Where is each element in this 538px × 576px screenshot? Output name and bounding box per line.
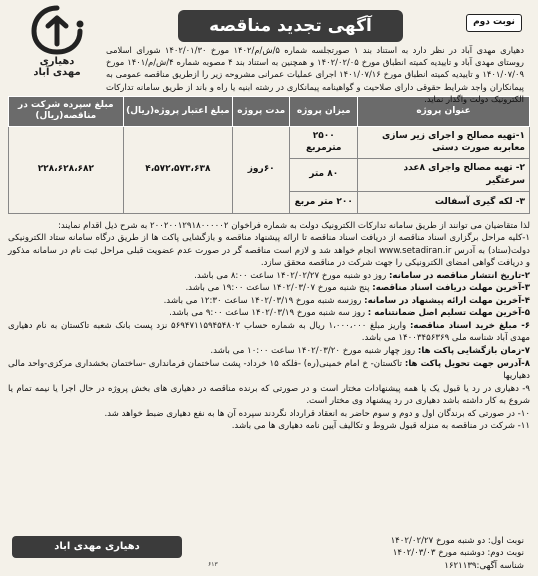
project-credit: ۴،۵۷۲،۵۷۳،۶۳۸ bbox=[123, 126, 232, 213]
item-3-label: ۳-آخرین مهلت دریافت اسناد مناقصه: bbox=[372, 283, 530, 294]
signature-banner: دهیاری مهدی اباد bbox=[12, 536, 182, 558]
item-4 bbox=[8, 295, 530, 308]
project-amount: ۲۰۰ متر مربع bbox=[290, 191, 358, 213]
notice-title: آگهی تجدید مناقصه bbox=[178, 10, 403, 42]
header-project-amount: میزان پروژه bbox=[290, 97, 358, 127]
header-deposit: مبلغ سپرده شرکت در مناقصه(ریال) bbox=[9, 97, 124, 127]
projects-table bbox=[8, 96, 530, 214]
item-7-label: ۷-زمان بازگشایی پاکت ها: bbox=[417, 346, 530, 357]
project-duration: ۶۰روز bbox=[233, 126, 290, 213]
item-2-label: ۲-تاریخ انتشار مناقصه در سامانه: bbox=[388, 270, 530, 281]
item-5 bbox=[8, 307, 530, 320]
item-2 bbox=[8, 270, 530, 283]
project-title: ۳- لکه گیری آسفالت bbox=[358, 191, 530, 213]
issue-tag: نوبت دوم bbox=[466, 14, 522, 32]
logo-text-line2: مهدی آباد bbox=[33, 67, 81, 78]
publish-first: نوبت اول: دو شنبه مورخ ۱۴۰۲/۰۲/۲۷ bbox=[390, 535, 524, 546]
table-row bbox=[9, 126, 530, 159]
intro-paragraph: دهیاری مهدی آباد در نظر دارد به استناد بند ۱ صورتجلسه شماره ۵/ش/م/۱۴۰۲ مورخ ۱۴۰۲/۰۱/۳۰ شورای اسلامی روستای مهدی آباد و تاییدیه کمیته انطباق مورخ ۱۴۰۲/۰۲/۰۵ و همچنین به استناد بند ۴ مصوبه شماره ۴/ش/م/۱۴۰۱ مورخ ۱۴۰۱/۰۷/۰۹ و تاییدیه کمیته انطباق مورخ ۱۴۰۱/۰۷/۱۶ اجرای عملیات عمرانی مشروحه زیر را ازطریق مناقصه عمومی به پیمانکاران واجد شرایط حقوقی دارای صلاحیت و گواهینامه پیمانکاری در رشته ابنیه یا راه و باند از طریق سامانه تدارکات الکترونیک دولت واگذار نماید. bbox=[106, 45, 524, 104]
header-project-title: عنوان پروژه bbox=[358, 97, 530, 127]
item-3 bbox=[8, 282, 530, 295]
item-4-value: روزسه شنبه مورخ ۱۴۰۲/۰۳/۱۹ ساعت ۱۲:۳۰ می باشد. bbox=[163, 295, 362, 306]
item-8-value: تاکستان- خ امام خمینی(ره) -فلکه ۱۵ خرداد- پشت ساختمان فرمانداری -ساختمان بخشداری مرکزی-واحد مالی دهیاریها bbox=[8, 358, 530, 382]
item-7 bbox=[8, 345, 530, 358]
notice-footer bbox=[8, 528, 530, 572]
project-title: ۲- تهیه مصالح واجرای ۸عدد سرعتگیر bbox=[358, 159, 530, 192]
notice-body bbox=[8, 220, 530, 433]
header-project-credit: مبلغ اعتبار پروژه(ریال) bbox=[123, 97, 232, 127]
item-8 bbox=[8, 358, 530, 383]
item-10: ۱۰- در صورتی که برندگان اول و دوم و سوم حاضر به انعقاد قرارداد نگردند سپرده آن ها به نفع دهیاری ضبط خواهد شد. bbox=[104, 408, 530, 419]
page-number: ۶۱۳ bbox=[208, 561, 218, 569]
deposit-amount: ۲۲۸،۶۲۸،۶۸۲ bbox=[9, 126, 124, 213]
project-amount: ۲۵۰۰ مترمربع bbox=[290, 126, 358, 159]
publish-second: نوبت دوم: دوشنبه مورخ ۱۴۰۲/۰۳/۰۳ bbox=[392, 548, 524, 559]
item-5-value: روز سه شنبه مورخ ۱۴۰۲/۰۳/۱۹ ساعت ۹:۰۰ می باشد. bbox=[169, 308, 366, 319]
item-6 bbox=[8, 320, 530, 345]
notice-header bbox=[8, 4, 530, 104]
item-1: ۱-کلیه مراحل برگزاری اسناد مناقصه از دریافت اسناد مناقصه تا ارائه پیشنهاد مناقصه و بازگشایی پاکت ها از طریق درگاه سامانه ستاد الکترونیکی دولت(ستاد) به آدرس www.setadiran.ir انجام خواهد شد و لازم است مناقصه گر در صورت عدم عضویت قبلی مراحل ثبت نام در سامانه مذکور و دریافت گواهی امضای الکترونیکی را جهت شرکت در مناقصه محقق سازد. bbox=[8, 233, 530, 269]
item-2-value: روز دو شنبه مورخ ۱۴۰۲/۰۲/۲۷ ساعت ۸:۰۰ می باشد. bbox=[194, 270, 387, 281]
logo-text-line1: دهیاری bbox=[39, 56, 75, 67]
notice-code: شناسه آگهی:۱۶۲۱۱۳۹ bbox=[444, 560, 524, 571]
item-6-label: ۶- مبلغ خرید اسناد مناقصه: bbox=[409, 320, 531, 331]
project-title: ۱-تهیه مصالح و اجرای زیر سازی معابربه صورت دستی bbox=[358, 126, 530, 159]
item-4-label: ۴-آخرین مهلت ارائه پیشنهاد در سامانه: bbox=[364, 295, 530, 306]
item-5-label: ۵-آخرین مهلت تسلیم اصل ضمانتنامه : bbox=[367, 308, 530, 319]
item-11: ۱۱- شرکت در مناقصه به منزله قبول شروط و تکالیف آیین نامه دهیاری ها می باشد. bbox=[231, 421, 530, 432]
village-logo-icon bbox=[26, 4, 88, 56]
item-8-label: ۸-آدرس جهت تحویل پاکت ها: bbox=[404, 358, 530, 369]
lead-paragraph: لذا متقاضیان می توانند از طریق سامانه تدارکات الکترونیک دولت به شماره فراخوان ۲۰۰۲۰۰۱۲۹۱۸۰۰۰۰۰۲ به شرح ذیل اقدام نمایند: bbox=[58, 220, 530, 231]
item-9: ۹- دهیاری در رد یا قبول یک یا همه پیشنهادات مختار است و در صورتی که برنده مناقصه در دهیاری های بخش پروژه در حال اجرا یا نیمه تمام یا شروع به کار داشته باشد دهیاری در رد پیشنهاد وی مختار است. bbox=[8, 383, 530, 407]
village-logo bbox=[12, 4, 102, 94]
item-3-value: پنج شنبه مورخ ۱۴۰۲/۰۳/۰۷ ساعت ۱۹:۰۰ می باشد. bbox=[185, 283, 370, 294]
item-7-value: روز چهار شنبه مورخ ۱۴۰۲/۰۳/۲۰ ساعت ۱۰:۰۰ می باشد. bbox=[210, 346, 416, 357]
header-project-duration: مدت پروژه bbox=[233, 97, 290, 127]
item-6-value: واریز مبلغ ۱،۰۰۰،۰۰۰ ریال به شماره حساب ۵۶۹۴۷۱۱۵۹۴۵۴۸۰۲ نزد پست بانک شعبه تاکستان به نام دهیاری مهدی آباد شناسه ملی ۱۴۰۰۳۴۵۶۳۶۹ می باشد. bbox=[8, 320, 530, 344]
project-amount: ۸۰ متر bbox=[290, 159, 358, 192]
publish-info bbox=[391, 535, 524, 572]
